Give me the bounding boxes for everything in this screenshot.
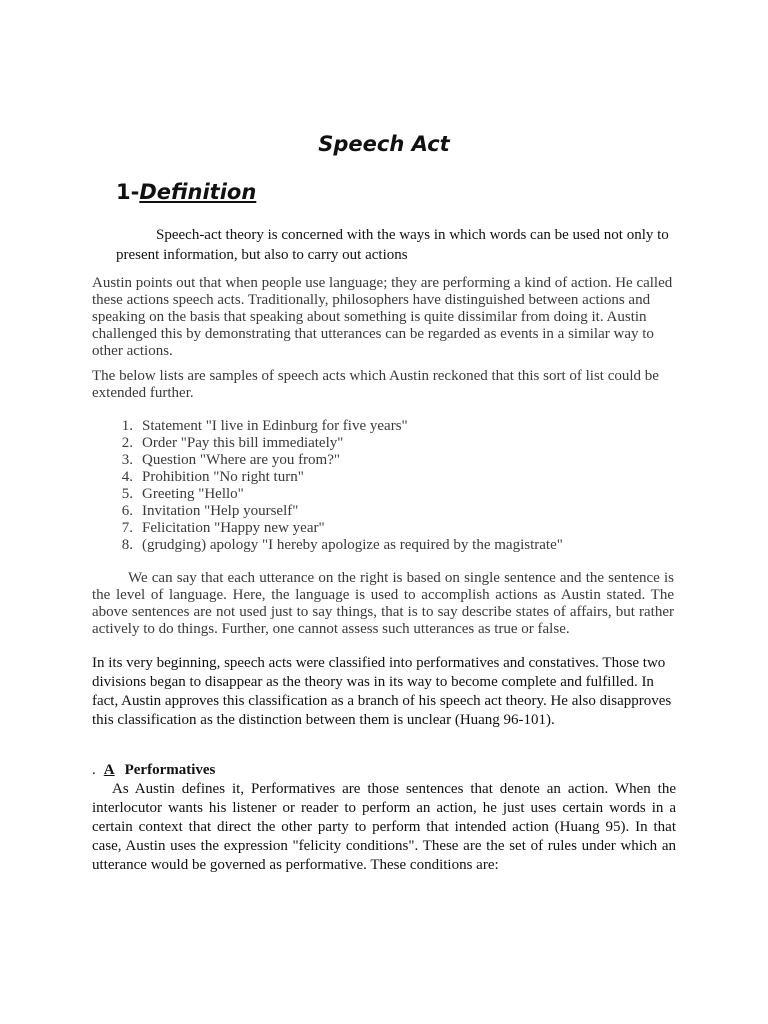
list-item-text: Question "Where are you from?" xyxy=(142,452,341,468)
list-item-text: (grudging) apology "I hereby apologize as required by the magistrate" xyxy=(142,537,563,553)
beginning-paragraph: In its very beginning, speech acts were classified into performatives and constatives. Those two divisions began to disappear as the theory was in its way to become complete and fulfilled. In fact, Austin approves this classification as a branch of his speech act theory. He also disapproves this classification as the distinction between them is unclear (Huang 96-101). xyxy=(92,655,672,728)
austin-paragraph: Austin points out that when people use language; they are performing a kind of action. He called these actions speech acts. Traditionally, philosophers have distinguished between actions and speaking on the basis that speaking about something is quite dissimilar from doing it. Austin challenged this by demonstrating that utterances can be regarded as events in a similar way to other actions. xyxy=(92,275,673,359)
list-item xyxy=(92,435,692,452)
list-item-text: Greeting "Hello" xyxy=(142,486,244,502)
list-item-text: Statement "I live in Edinburg for five years" xyxy=(142,418,408,434)
list-item xyxy=(92,503,692,520)
list-item xyxy=(92,418,692,435)
list-item-number: 6. xyxy=(121,503,133,519)
intro-text: Speech-act theory is concerned with the ways in which words can be used not only to present information, but also to carry out actions xyxy=(116,227,669,263)
list-item-text: Order "Pay this bill immediately" xyxy=(142,435,344,451)
list-item-number: 8. xyxy=(121,537,133,553)
we-can-say-text: We can say that each utterance on the right is based on single sentence and the sentence is the level of language. Here, the language is used to accomplish actions as Austin stated. The above sentences are not used just to say things, that is to say describe states of affairs, but rather actively to do things. Further, one cannot assess such utterances as true or false. xyxy=(92,570,674,637)
list-item-number: 5. xyxy=(121,486,133,502)
list-item-text: Felicitation "Happy new year" xyxy=(142,520,325,536)
list-item xyxy=(92,486,692,503)
below-lists-paragraph: The below lists are samples of speech acts which Austin reckoned that this sort of list could be extended further. xyxy=(92,368,659,401)
section-number: 1- xyxy=(116,180,140,204)
intro-paragraph xyxy=(116,225,672,265)
list-item xyxy=(92,520,692,537)
list-item-number: 2. xyxy=(121,435,133,451)
we-can-say-paragraph xyxy=(92,570,674,638)
list-item xyxy=(92,452,692,469)
subsection-letter: A xyxy=(103,762,115,778)
list-item-text: Prohibition "No right turn" xyxy=(142,469,304,485)
speech-act-examples-list xyxy=(92,418,692,554)
list-item-number: 1. xyxy=(121,418,133,434)
list-item xyxy=(92,469,692,486)
list-item-number: 7. xyxy=(121,520,133,536)
list-item xyxy=(92,537,692,554)
section-label: Definition xyxy=(139,180,257,204)
list-item-text: Invitation "Help yourself" xyxy=(142,503,299,519)
subsection-label: Performatives xyxy=(124,762,216,778)
list-item-number: 4. xyxy=(121,469,133,485)
performatives-paragraph xyxy=(92,780,676,875)
document-title: Speech Act xyxy=(318,132,450,156)
list-item-number: 3. xyxy=(121,452,133,468)
subsection-heading xyxy=(92,762,215,779)
section-heading xyxy=(116,180,256,204)
performatives-text: As Austin defines it, Performatives are those sentences that denote an action. When the interlocutor wants his listener or reader to perform an action, he just uses certain words in a certain context that direct the other party to perform that intended action (Huang 95). In that case, Austin uses the expression "felicity conditions". These are the set of rules under which an utterance would be governed as performative. These conditions are: xyxy=(92,781,676,873)
subsection-dot: . xyxy=(92,762,96,778)
